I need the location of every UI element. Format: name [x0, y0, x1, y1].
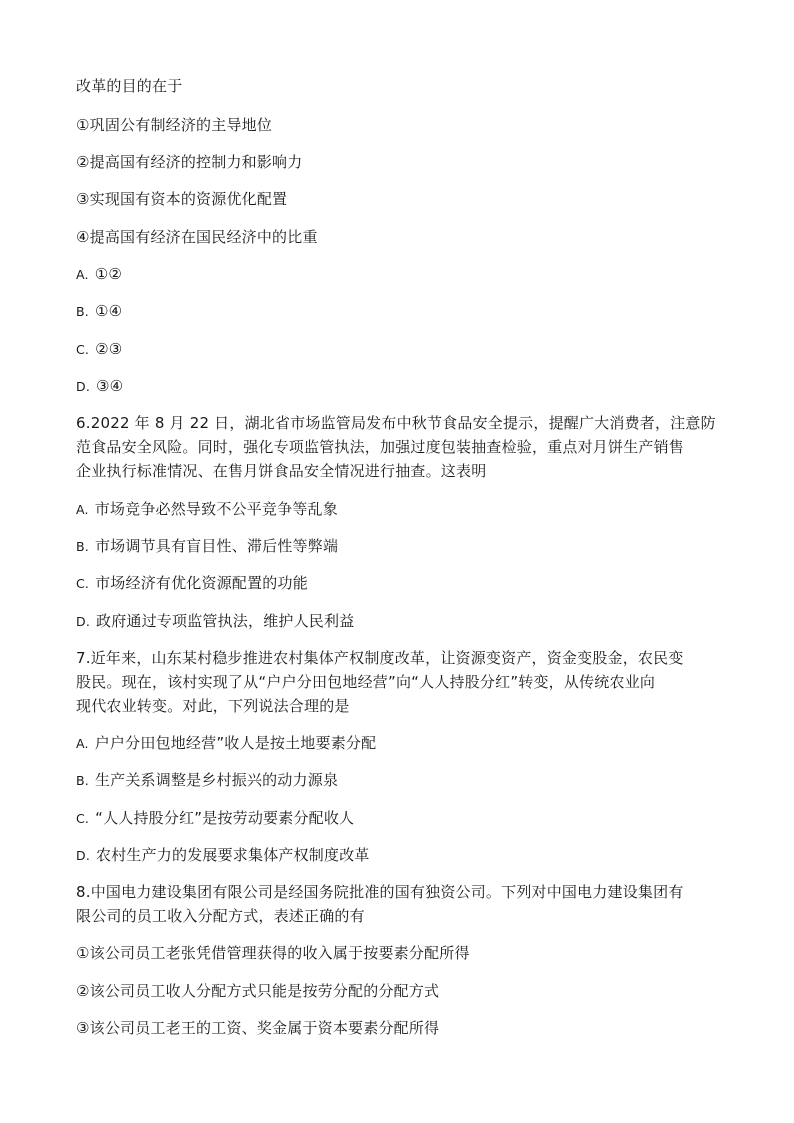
- q7-option-b: [76, 768, 338, 793]
- q7-stem-line-3: 现代农业转变。对此，下列说法合理的是: [76, 697, 350, 715]
- option-letter: B.: [76, 773, 89, 788]
- q5-statement: ④提高国有经济在国民经济中的比重: [76, 228, 318, 246]
- option-letter: C.: [76, 576, 90, 591]
- q6-option-c: [76, 571, 308, 596]
- q6-option-d: [76, 609, 354, 634]
- q5-option-a: [76, 262, 122, 287]
- option-letter: C.: [76, 811, 90, 826]
- option-text: 农村生产力的发展要求集体产权制度改革: [96, 846, 370, 864]
- q5-statement: ③实现国有资本的资源优化配置: [76, 190, 288, 208]
- stem-text: 2022 年 8 月 22 日，湖北省市场监管局发布中秋节食品安全提示，提醒广大消费者，注意防: [90, 414, 716, 432]
- q6-option-a: [76, 497, 338, 522]
- q5-option-b: [76, 299, 122, 324]
- q5-statement: ①巩固公有制经济的主导地位: [76, 116, 273, 134]
- option-text: ②③: [95, 340, 123, 358]
- q5-option-d: [76, 374, 123, 399]
- option-text: ①②: [94, 265, 123, 283]
- q5-option-c: [76, 337, 122, 362]
- q6-option-b: [76, 534, 338, 559]
- q8-statement: ②该公司员工收人分配方式只能是按劳分配的分配方式: [76, 982, 440, 1000]
- question-number: 7.: [76, 649, 91, 667]
- q8-statement: ①该公司员工老张凭借管理获得的收入属于按要素分配所得: [76, 944, 470, 962]
- option-text: ①④: [94, 302, 123, 320]
- option-text: 市场调节具有盲目性、滞后性等弊端: [94, 537, 339, 555]
- option-letter: A.: [76, 267, 89, 282]
- option-letter: D.: [76, 614, 90, 629]
- option-letter: C.: [76, 342, 90, 357]
- option-letter: A.: [76, 502, 89, 517]
- stem-text: 近年来，山东某村稳步推进农村集体产权制度改革，让资源变资产，资金变股金，农民变: [90, 649, 684, 667]
- q5-stem-tail: 改革的目的在于: [76, 77, 183, 95]
- option-letter: B.: [76, 304, 89, 319]
- option-text: ③④: [96, 377, 124, 395]
- q7-stem-line-2: 股民。现在，该村实现了从“户户分田包地经营”向“人人持股分红”转变，从传统农业向: [76, 673, 656, 691]
- option-text: 生产关系调整是乡村振兴的动力源泉: [94, 771, 339, 789]
- option-letter: A.: [76, 736, 89, 751]
- option-text: 市场竞争必然导致不公平竞争等乱象: [94, 500, 338, 518]
- option-text: 政府通过专项监管执法，维护人民利益: [96, 612, 355, 630]
- q6-stem-line-2: 范食品安全风险。同时，强化专项监管执法，加强过度包装抽查检验，重点对月饼生产销售: [76, 438, 685, 456]
- q8-stem-line-1: [76, 880, 684, 904]
- option-text: 户户分田包地经营”收人是按土地要素分配: [94, 734, 377, 752]
- question-number: 6.: [76, 414, 91, 432]
- q7-stem-line-1: [76, 646, 684, 670]
- q7-option-c: [76, 806, 354, 831]
- q7-option-a: [76, 731, 376, 756]
- stem-text: 中国电力建设集团有限公司是经国务院批准的国有独资公司。下列对中国电力建设集团有: [90, 883, 684, 901]
- q8-stem-line-2: 限公司的员工收入分配方式，表述正确的有: [76, 907, 365, 925]
- option-letter: B.: [76, 539, 89, 554]
- question-number: 8.: [76, 883, 91, 901]
- option-letter: D.: [76, 848, 90, 863]
- q7-option-d: [76, 843, 370, 868]
- q8-statement: ③该公司员工老王的工资、奖金属于资本要素分配所得: [76, 1019, 440, 1037]
- option-text: “人人持股分红”是按劳动要素分配收人: [95, 809, 355, 827]
- option-text: 市场经济有优化资源配置的功能: [95, 574, 308, 592]
- q6-stem-line-1: [76, 411, 716, 435]
- q5-statement: ②提高国有经济的控制力和影响力: [76, 153, 303, 171]
- q6-stem-line-3: 企业执行标准情况、在售月饼食品安全情况进行抽查。这表明: [76, 462, 487, 480]
- option-letter: D.: [76, 379, 90, 394]
